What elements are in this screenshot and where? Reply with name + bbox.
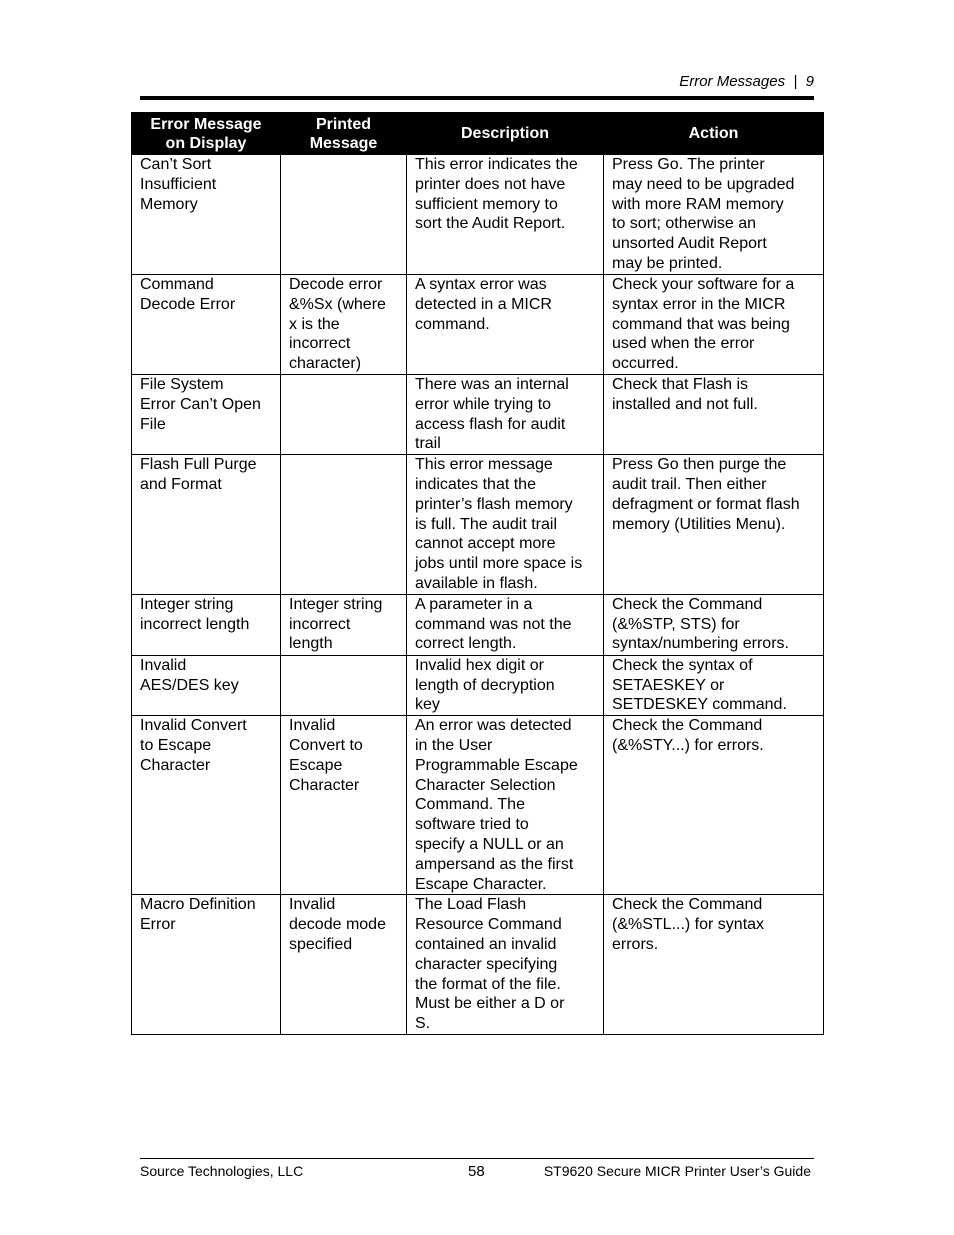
table-row <box>132 275 824 375</box>
column-header-display: Error Message on Display <box>132 113 281 155</box>
error-messages-table <box>131 112 824 1035</box>
table-row <box>132 155 824 275</box>
cell-display: Command Decode Error <box>132 275 281 375</box>
cell-description: A parameter in a command was not the correct length. <box>407 594 604 655</box>
column-header-description: Description <box>407 113 604 155</box>
cell-description: The Load Flash Resource Command contained an invalid character specifying the format of the file. Must be either a D or S. <box>407 895 604 1035</box>
column-header-action: Action <box>604 113 824 155</box>
cell-display: Macro Definition Error <box>132 895 281 1035</box>
table-row <box>132 716 824 895</box>
cell-printed: Invalid Convert to Escape Character <box>281 716 407 895</box>
cell-printed <box>281 155 407 275</box>
cell-printed: Integer string incorrect length <box>281 594 407 655</box>
column-header-printed: Printed Message <box>281 113 407 155</box>
table-row <box>132 655 824 715</box>
cell-display: Invalid AES/DES key <box>132 655 281 715</box>
cell-printed: Invalid decode mode specified <box>281 895 407 1035</box>
footer-guide-title: ST9620 Secure MICR Printer User’s Guide <box>543 1163 811 1179</box>
cell-action: Check the Command (&%STL...) for syntax errors. <box>604 895 824 1035</box>
cell-display: Integer string incorrect length <box>132 594 281 655</box>
footer-rule <box>140 1158 814 1159</box>
cell-display: Flash Full Purge and Format <box>132 455 281 595</box>
cell-printed <box>281 655 407 715</box>
table-row <box>132 895 824 1035</box>
cell-display: File System Error Can’t Open File <box>132 375 281 455</box>
cell-description: A syntax error was detected in a MICR command. <box>407 275 604 375</box>
cell-description: This error message indicates that the printer’s flash memory is full. The audit trail cannot accept more jobs until more space is available in flash. <box>407 455 604 595</box>
cell-action: Check your software for a syntax error in the MICR command that was being used when the error occurred. <box>604 275 824 375</box>
cell-action: Press Go then purge the audit trail. Then either defragment or format flash memory (Utilities Menu). <box>604 455 824 595</box>
cell-printed: Decode error &%Sx (where x is the incorrect character) <box>281 275 407 375</box>
cell-description: Invalid hex digit or length of decryption key <box>407 655 604 715</box>
cell-description: This error indicates the printer does not have sufficient memory to sort the Audit Report. <box>407 155 604 275</box>
table-row <box>132 455 824 595</box>
footer-page-number: 58 <box>468 1163 485 1180</box>
table-row <box>132 375 824 455</box>
cell-action: Check the Command (&%STY...) for errors. <box>604 716 824 895</box>
cell-action: Check that Flash is installed and not full. <box>604 375 824 455</box>
cell-display: Invalid Convert to Escape Character <box>132 716 281 895</box>
table-row <box>132 594 824 655</box>
header-rule <box>140 96 814 100</box>
running-header: Error Messages | 9 <box>679 73 814 90</box>
cell-display: Can’t Sort Insufficient Memory <box>132 155 281 275</box>
cell-description: An error was detected in the User Programmable Escape Character Selection Command. The software tried to specify a NULL or an ampersand as the first Escape Character. <box>407 716 604 895</box>
footer-company: Source Technologies, LLC <box>140 1163 304 1179</box>
cell-description: There was an internal error while trying to access flash for audit trail <box>407 375 604 455</box>
cell-printed <box>281 455 407 595</box>
cell-action: Press Go. The printer may need to be upgraded with more RAM memory to sort; otherwise an unsorted Audit Report may be printed. <box>604 155 824 275</box>
table-header-row <box>132 113 824 155</box>
cell-action: Check the syntax of SETAESKEY or SETDESKEY command. <box>604 655 824 715</box>
cell-action: Check the Command (&%STP, STS) for syntax/numbering errors. <box>604 594 824 655</box>
cell-printed <box>281 375 407 455</box>
